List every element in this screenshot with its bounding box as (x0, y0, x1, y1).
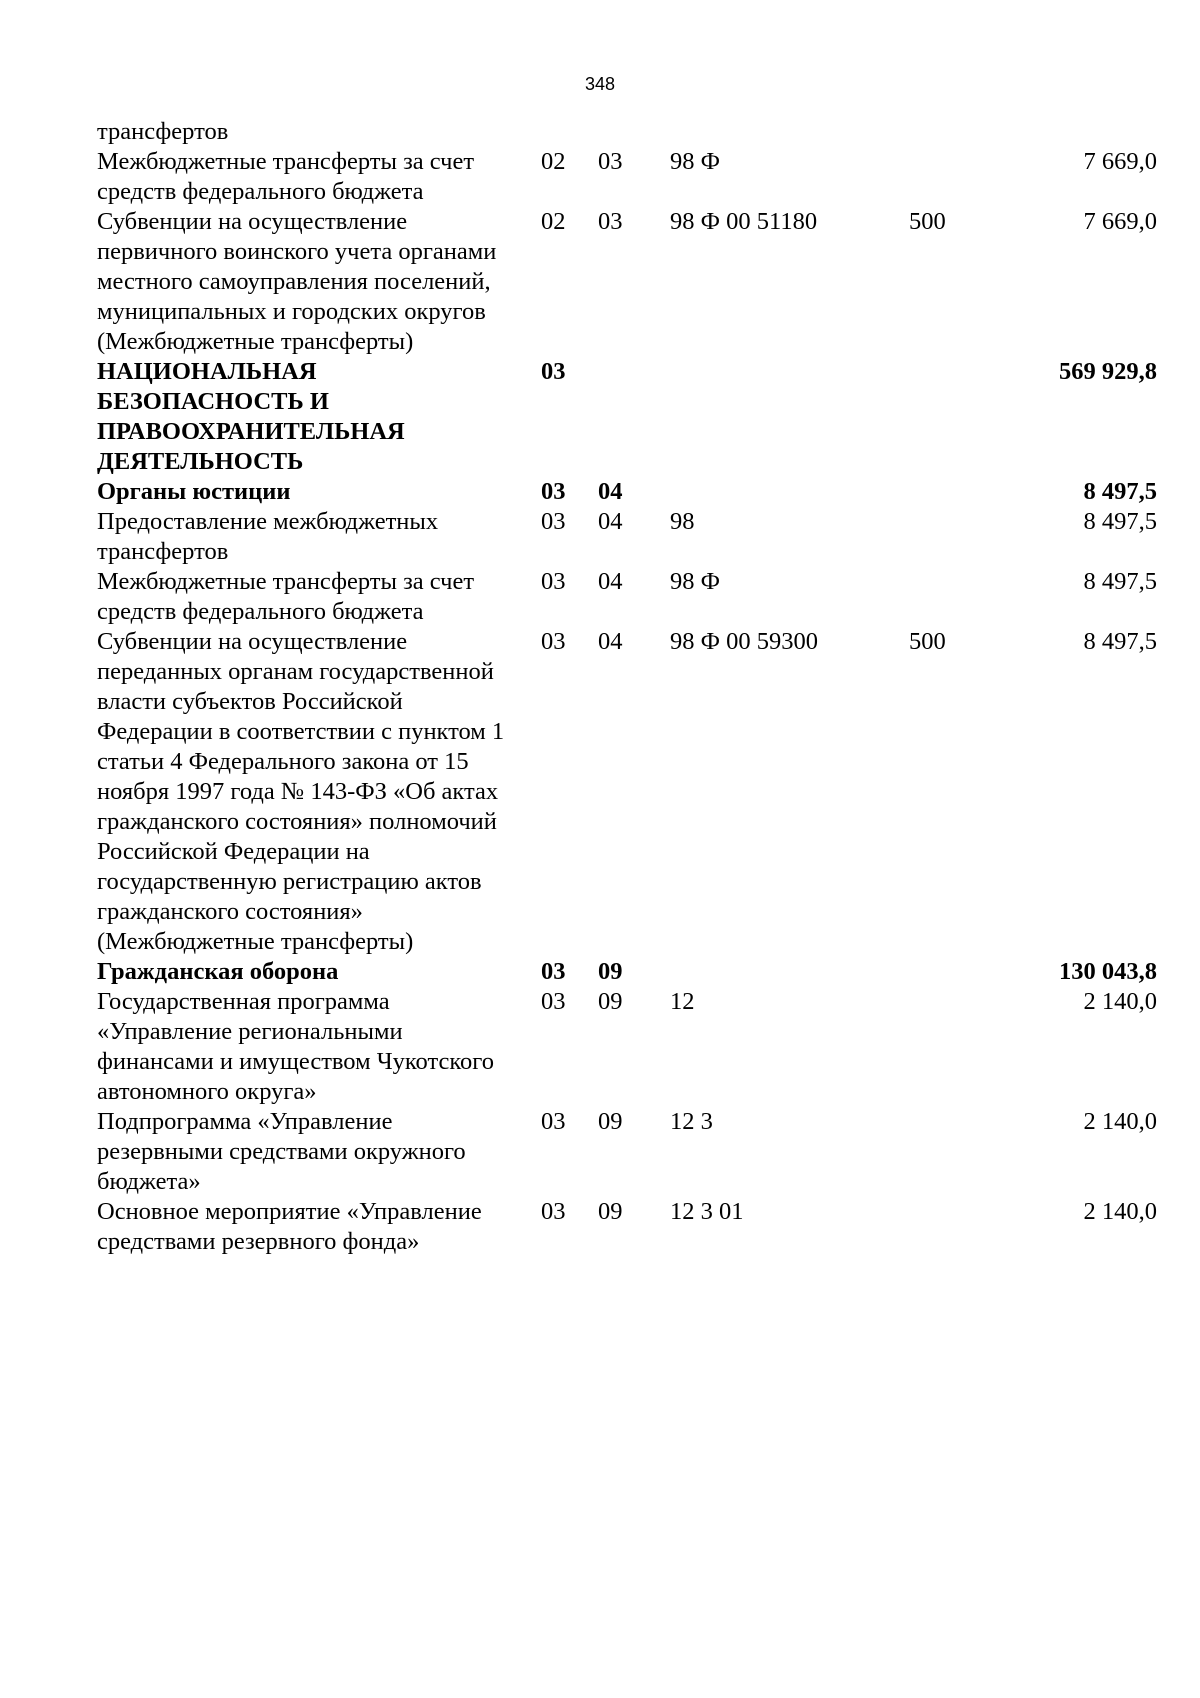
row-rz: 02 (541, 148, 566, 175)
table-row (97, 627, 1157, 957)
row-name: Субвенции на осуществление первичного воинского учета органами местного самоуправления поселений, муниципальных и городских округов (Межбюджетные трансферты) (97, 208, 497, 355)
page-number: 348 (584, 74, 616, 94)
row-rz: 03 (541, 358, 566, 385)
row-sum: 8 497,5 (1083, 478, 1157, 505)
table-row (97, 207, 1157, 357)
row-pr: 03 (598, 208, 623, 235)
row-pr: 09 (598, 958, 623, 985)
row-pr: 04 (598, 508, 623, 535)
row-sum: 8 497,5 (1083, 508, 1157, 535)
row-sum: 7 669,0 (1083, 208, 1157, 235)
row-vr: 500 (909, 208, 946, 235)
table-row (97, 477, 1157, 507)
row-sum: 2 140,0 (1083, 1108, 1157, 1135)
row-sum: 569 929,8 (1059, 358, 1157, 385)
table-row (97, 357, 1157, 477)
table-row (97, 957, 1157, 987)
row-sum: 2 140,0 (1083, 1198, 1157, 1225)
row-csr: 12 3 (670, 1108, 713, 1135)
row-sum: 2 140,0 (1083, 988, 1157, 1015)
row-rz: 03 (541, 508, 566, 535)
row-name: Субвенции на осуществление переданных органам государственной власти субъектов Российской Федерации в соответствии с пунктом 1 статьи 4 Федерального закона от 15 ноября 1997 года № 143-ФЗ «Об актах гражданского состояния» полномочий Российской Федерации на государственную регистрацию актов гражданского состояния» (Межбюджетные трансферты) (97, 628, 505, 955)
row-rz: 03 (541, 628, 566, 655)
row-pr: 04 (598, 628, 623, 655)
budget-table (97, 117, 1157, 1257)
row-pr: 09 (598, 1198, 623, 1225)
row-name: НАЦИОНАЛЬНАЯ БЕЗОПАСНОСТЬ И ПРАВООХРАНИТЕЛЬНАЯ ДЕЯТЕЛЬНОСТЬ (97, 358, 405, 475)
row-csr: 98 (670, 508, 695, 535)
row-vr: 500 (909, 628, 946, 655)
row-sum: 8 497,5 (1083, 568, 1157, 595)
row-name: Межбюджетные трансферты за счет средств федерального бюджета (97, 148, 475, 205)
row-rz: 02 (541, 208, 566, 235)
table-row (97, 117, 1157, 147)
row-rz: 03 (541, 478, 566, 505)
row-name: трансфертов (97, 118, 229, 145)
row-name: Подпрограмма «Управление резервными средствами окружного бюджета» (97, 1108, 466, 1195)
table-row (97, 507, 1157, 567)
row-name: Гражданская оборона (97, 958, 339, 985)
row-pr: 04 (598, 568, 623, 595)
table-row (97, 567, 1157, 627)
row-csr: 12 (670, 988, 695, 1015)
row-rz: 03 (541, 1198, 566, 1225)
table-row (97, 1197, 1157, 1257)
row-rz: 03 (541, 958, 566, 985)
row-name: Межбюджетные трансферты за счет средств федерального бюджета (97, 568, 475, 625)
row-name: Государственная программа «Управление региональными финансами и имуществом Чукотского автономного округа» (97, 988, 494, 1105)
table-row (97, 987, 1157, 1107)
row-sum: 130 043,8 (1059, 958, 1157, 985)
row-csr: 98 Ф (670, 148, 720, 175)
table-row (97, 147, 1157, 207)
row-sum: 7 669,0 (1083, 148, 1157, 175)
row-rz: 03 (541, 568, 566, 595)
row-rz: 03 (541, 988, 566, 1015)
row-pr: 09 (598, 988, 623, 1015)
row-name: Органы юстиции (97, 478, 291, 505)
row-pr: 03 (598, 148, 623, 175)
row-name: Предоставление межбюджетных трансфертов (97, 508, 439, 565)
table-row (97, 1107, 1157, 1197)
row-name: Основное мероприятие «Управление средствами резервного фонда» (97, 1198, 482, 1255)
row-pr: 04 (598, 478, 623, 505)
row-csr: 98 Ф (670, 568, 720, 595)
row-sum: 8 497,5 (1083, 628, 1157, 655)
row-csr: 12 3 01 (670, 1198, 744, 1225)
row-csr: 98 Ф 00 51180 (670, 208, 818, 235)
row-pr: 09 (598, 1108, 623, 1135)
row-csr: 98 Ф 00 59300 (670, 628, 818, 655)
row-rz: 03 (541, 1108, 566, 1135)
